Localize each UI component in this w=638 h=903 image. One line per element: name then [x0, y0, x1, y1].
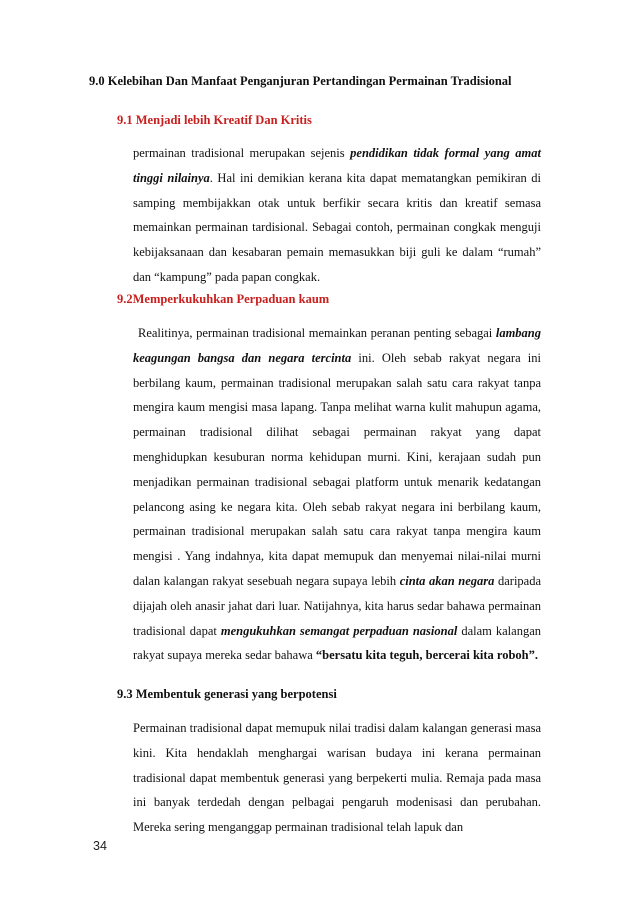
- paragraph-emphasis: pendidikan tidak formal yang amat tinggi nilainya: [133, 146, 541, 185]
- section-paragraph-9-1: [133, 141, 541, 290]
- section-title-9-2: 9.2Memperkukuhkan Perpaduan kaum: [117, 292, 330, 306]
- paragraph-text: daripada dijajah oleh anasir jahat dari luar. Natijahnya, kita harus sedar bahawa permainan tradisional dapat: [133, 573, 542, 638]
- paragraph-text: Realitinya, permainan tradisional memainkan peranan penting sebagai: [138, 326, 496, 340]
- section-paragraph-9-3: [133, 716, 541, 840]
- paragraph-emphasis: cinta akan negara: [399, 573, 495, 588]
- section-title-9-1: 9.1 Menjadi lebih Kreatif Dan Kritis: [117, 113, 312, 127]
- paragraph-text: . Hal ini demikian kerana kita dapat mematangkan pemikiran di samping membijakkan otak untuk berfikir secara kritis dan kreatif semasa memainkan permainan tardisional. Sebagai contoh, permainan congkak menguji kebijaksanaan dan kesabaran pemain memasukkan biji guli ke dalam “rumah” dan “kampung” pada papan congkak.: [133, 170, 541, 284]
- paragraph-bold-quote: “bersatu kita teguh, bercerai kita roboh”.: [315, 648, 539, 663]
- chapter-heading: 9.0 Kelebihan Dan Manfaat Penganjuran Pertandingan Permainan Tradisional: [89, 74, 512, 88]
- paragraph-emphasis: lambang keagungan bangsa dan negara tercinta: [133, 326, 541, 365]
- paragraph-text: Permainan tradisional dapat memupuk nilai tradisi dalam kalangan generasi masa kini. Kita hendaklah menghargai warisan budaya ini kerana permainan tradisional dapat membentuk generasi yang berpekerti mulia. Remaja pada masa ini banyak terdedah dengan pelbagai pengaruh modenisasi dan perubahan. Mereka sering menganggap permainan tradisional telah lapuk dan: [133, 721, 541, 835]
- section-paragraph-9-2: [133, 321, 541, 668]
- paragraph-text: permainan tradisional merupakan sejenis: [133, 146, 351, 160]
- section-title-9-3: 9.3 Membentuk generasi yang berpotensi: [117, 687, 337, 701]
- paragraph-text: ini. Oleh sebab rakyat negara ini berbilang kaum, permainan tradisional merupakan salah satu cara rakyat tanpa mengira kaum mengisi masa lapang. Tanpa melihat warna kulit mahupun agama, permainan tradisional dilihat sebagai permainan rakyat yang dapat menghidupkan kesuburan norma kehidupan murni. Kini, kerajaan sudah pun menjadikan permainan tradisional sebagai platform untuk menarik kedatangan pelancong asing ke negara kita. Oleh sebab rakyat negara ini berbilang kaum, permainan tradisional merupakan salah satu cara rakyat tanpa mengira kaum mengisi . Yang indahnya, kita dapat memupuk dan menyemai nilai-nilai murni dalan kalangan rakyat sesebuah negara supaya lebih: [133, 350, 541, 588]
- paragraph-emphasis: mengukuhkan semangat perpaduan nasional: [220, 623, 458, 638]
- page-number: 34: [93, 839, 107, 853]
- paragraph-text: dalam kalangan rakyat supaya mereka sedar bahawa: [133, 623, 541, 663]
